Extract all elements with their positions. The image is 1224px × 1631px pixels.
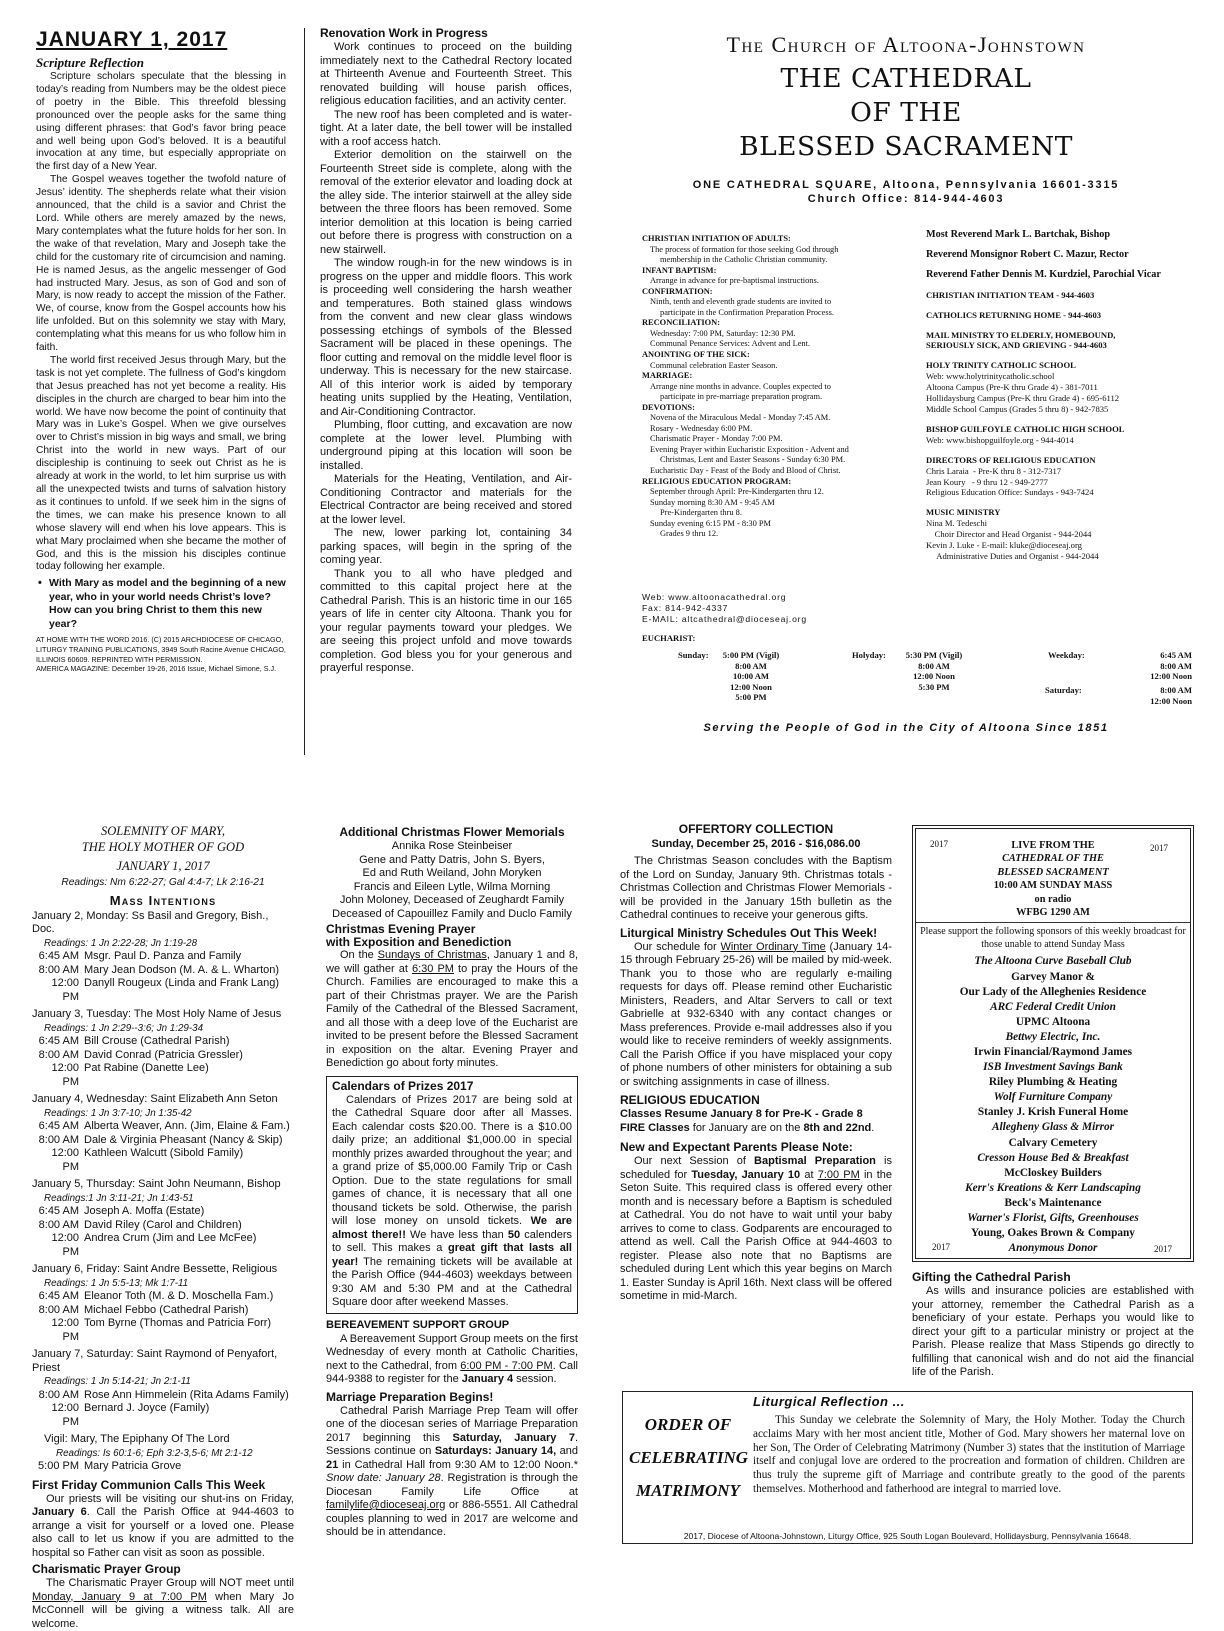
sacrament-line: RELIGIOUS EDUCATION PROGRAM: bbox=[642, 476, 792, 486]
intention-time: 8:00 AM bbox=[38, 963, 79, 976]
day-title: January 2, Monday: Ss Basil and Gregory, Bish., Doc. bbox=[32, 909, 269, 935]
year-label: 2017 bbox=[1150, 843, 1168, 853]
intention-name: Msgr. Paul D. Panza and Family bbox=[84, 950, 242, 962]
intention-name: Eleanor Toth (M. & D. Moschella Fam.) bbox=[84, 1290, 274, 1302]
mass-time: 5:00 PM (Vigil) bbox=[722, 650, 780, 660]
flower-memorials-heading: Additional Christmas Flower Memorials bbox=[339, 825, 565, 839]
sacrament-line: Novena of the Miraculous Medal - Monday 7:45 AM. bbox=[650, 413, 831, 423]
contact-line: Middle School Campus (Grades 5 thru 8) - 942-7835 bbox=[926, 403, 1109, 414]
radio-line: 10:00 AM SUNDAY MASS bbox=[993, 880, 1113, 892]
year-label: 2017 bbox=[932, 1242, 950, 1252]
intention-name: Joseph A. Moffa (Estate) bbox=[84, 1205, 205, 1217]
liturgical-ministry-heading: Liturgical Ministry Schedules Out This Week! bbox=[620, 925, 878, 940]
renovation-paragraph: Thank you to all who have pledged and committed to this capital project here at the Cathedral Parish. This is an historic time in our 165 years of life in center city Altoona. Thank you for your regular payments toward your pledges. We are seeing this project unfold and move towards completion. God bless you for your generous and prayerful response. bbox=[320, 567, 572, 674]
contact-line: BISHOP GUILFOYLE CATHOLIC HIGH SCHOOL bbox=[926, 423, 1125, 434]
year-label: 2017 bbox=[930, 839, 948, 849]
intention-row bbox=[32, 1219, 294, 1233]
renovation-paragraph: The new roof has been completed and is water-tight. At a later date, the bell tower will be installed with a roof access hatch. bbox=[320, 108, 572, 148]
sponsor-name: Calvary Cemetery bbox=[1008, 1136, 1098, 1149]
website-link[interactable]: Web: www.altoonacathedral.org bbox=[642, 592, 787, 602]
charismatic-text: The Charismatic Prayer Group will NOT meet until Monday, January 9 at 7:00 PM when Mary Jo McConnell will be giving a witness talk. All are welcome. bbox=[32, 1577, 294, 1630]
intention-name: Bill Crouse (Cathedral Parish) bbox=[84, 1035, 230, 1047]
mass-intentions-heading: Mass Intentions bbox=[109, 892, 217, 908]
day-title: January 7, Saturday: Saint Raymond of Penyafort, Priest bbox=[32, 1348, 278, 1374]
sponsor-name: Stanley J. Krish Funeral Home bbox=[977, 1106, 1129, 1119]
offertory-amount: Sunday, December 25, 2016 - $16,086.00 bbox=[651, 838, 861, 850]
day-title: January 4, Wednesday: Saint Elizabeth Ann Seton bbox=[32, 1093, 278, 1105]
contact-line: CHRISTIAN INITIATION TEAM - 944-4603 bbox=[926, 289, 1095, 300]
first-friday-text: Our priests will be visiting our shut-ins on Friday, January 6. Call the Parish Office at 944-4603 to arrange a visit for yourself or a loved one. Please also call to let us know if you are admitted to the hospital so Father can visit as soon as possible. bbox=[32, 1492, 294, 1559]
flower-memorials-list bbox=[326, 840, 578, 921]
intention-row bbox=[32, 1049, 294, 1063]
contact-line: MAIL MINISTRY TO ELDERLY, HOMEBOUND, bbox=[926, 329, 1116, 340]
mass-time: 5:30 PM bbox=[918, 681, 950, 692]
renovation-paragraph: The new, lower parking lot, containing 34 parking spaces, will begin in the spring of the coming year. bbox=[320, 527, 572, 566]
intention-row bbox=[32, 1205, 294, 1219]
intention-name: Mary Patricia Grove bbox=[84, 1460, 182, 1472]
renovation-paragraph: Plumbing, floor cutting, and excavation are now complete at the lower level. Plumbing with underground piping at this location will soon be installed. bbox=[320, 419, 572, 472]
sacrament-line: Christmas, Lent and Easter Seasons - Sunday 6:30 PM. bbox=[660, 455, 846, 465]
day-readings: Readings: 1 Jn 3:7-10; Jn 1:35-42 bbox=[44, 1107, 192, 1119]
day-title: January 3, Tuesday: The Most Holy Name of Jesus bbox=[32, 1008, 282, 1020]
sacrament-line: Pre-Kindergarten thru 8. bbox=[660, 508, 742, 518]
intention-row bbox=[32, 977, 294, 1004]
new-parents-text: Our next Session of Baptismal Preparation is scheduled for Tuesday, January 10 at 7:00 PM in the Seton Suite. This required class is offered every other month and is necessary before a Baptism is scheduled at Cathedral. You do not have to wait until your baby arrives to come to class. Godparents are encouraged to attend as well. Call the Parish Office at 944-4603 to register. Please also note that no Baptisms are scheduled during Lent which this year begins on March 1. Easter Sunday is April 16th. Next class will be offered sometime in mid-March. bbox=[620, 1155, 892, 1302]
sacrament-line: RECONCILIATION: bbox=[642, 318, 721, 328]
contact-line: Kevin J. Luke - E-mail: kluke@dioceseaj.org bbox=[926, 540, 1082, 551]
sacrament-line: membership in the Catholic Christian community. bbox=[660, 255, 828, 265]
saturday-label: Saturday: bbox=[1045, 685, 1082, 695]
clergy-and-ministries bbox=[926, 230, 1194, 630]
sponsor-name: The Altoona Curve Baseball Club bbox=[974, 955, 1132, 968]
sacrament-line: Evening Prayer within Eucharistic Exposition - Advent and bbox=[650, 444, 849, 454]
sacrament-line: INFANT BAPTISM: bbox=[642, 265, 717, 275]
religious-ed-fire: FIRE Classes for January are on the 8th and 22nd. bbox=[620, 1121, 875, 1134]
sacrament-line: Wednesday: 7:00 PM, Saturday: 12:30 PM. bbox=[650, 328, 796, 338]
intention-row bbox=[32, 1062, 294, 1089]
evening-prayer-subheading: with Exposition and Benediction bbox=[326, 935, 512, 949]
contact-line: MUSIC MINISTRY bbox=[926, 507, 1001, 518]
day-block bbox=[32, 1348, 294, 1429]
calendar-heading: Calendars of Prizes 2017 bbox=[332, 1078, 474, 1093]
memorial-line: Ed and Ruth Weiland, John Moryken bbox=[362, 867, 542, 879]
solemnity-readings: Readings: Nm 6:22-27; Gal 4:4-7; Lk 2:16-21 bbox=[61, 877, 265, 888]
vigil-readings: Readings: Is 60:1-6; Eph 3:2-3,5-6; Mt 2:1-12 bbox=[56, 1447, 253, 1459]
new-parents-heading: New and Expectant Parents Please Note: bbox=[620, 1140, 853, 1154]
liturgical-reflection-heading: Liturgical Reflection ... bbox=[753, 1394, 905, 1409]
intention-name: Tom Byrne (Thomas and Patricia Forr) bbox=[84, 1317, 272, 1329]
intention-time: 6:45 AM bbox=[38, 1035, 79, 1047]
sacrament-line: Ninth, tenth and eleventh grade students are invited to bbox=[650, 297, 832, 307]
cathedral-name-line: BLESSED SACRAMENT bbox=[739, 131, 1073, 162]
eucharist-label: EUCHARIST: bbox=[642, 633, 696, 643]
renovation-paragraph: Exterior demolition on the stairwell on the Fourteenth Street side is complete, along with the removal of the exterior elevator and loading dock at the alley side. The interior stairwell at the alley side between the three floors has been removed. Some interior demolition at this location is being carried out before there is progress with construction on a new stairwell. bbox=[320, 149, 572, 256]
intention-row bbox=[32, 1134, 294, 1148]
mass-time: 10:00 AM bbox=[732, 671, 770, 681]
day-block bbox=[32, 1263, 294, 1344]
memorial-line: Annika Rose Steinbeiser bbox=[391, 840, 513, 852]
charismatic-heading: Charismatic Prayer Group bbox=[32, 1562, 181, 1576]
year-label: 2017 bbox=[1154, 1244, 1172, 1254]
intention-name: Dale & Virginia Pheasant (Nancy & Skip) bbox=[84, 1133, 283, 1146]
liturgical-reflection-text: This Sunday we celebrate the Solemnity of Mary, the Holy Mother. Today the Church acclaims Mary with her most ancient title, Mother of God. Mary showers her maternal love on her Son, The Order of Celebrating Matrimony (Number 3) states that the institution of Marriage itself and conjugal love are ordered to the procreation and formation of children. Children are thus truly the supreme gift of Marriage and contribute greatly to the good of the parents themselves. Motherhood and fatherhood are integral to married love. bbox=[753, 1414, 1185, 1495]
bereavement-heading: BEREAVEMENT SUPPORT GROUP bbox=[326, 1318, 510, 1331]
fax-number: Fax: 814-942-4337 bbox=[642, 603, 729, 613]
liturgical-reflection-box bbox=[622, 1391, 1193, 1544]
intention-row bbox=[32, 1232, 294, 1259]
sacrament-line: DEVOTIONS: bbox=[642, 402, 695, 412]
contact-line: CATHOLICS RETURNING HOME - 944-4603 bbox=[926, 309, 1102, 320]
copyright-credit: AT HOME WITH THE WORD 2016. (C) 2015 ARCHDIOCESE OF CHICAGO, LITURGY TRAINING PUBLICATIONS, 3949 South Racine Avenue CHICAGO, ILLINOIS 60609. REPRINTED WITH PERMISSION. bbox=[36, 635, 286, 664]
reflection-paragraph: The world first received Jesus through Mary, but the task is not yet complete. The fullness of God’s kingdom that Jesus preached has not yet become a reality. His disciples in the church are charged to bear him into the world. We have now become the point of continuity that Mary was in Luke’s Gospel. When we give ourselves over to Christ’s mission in big ways and small, we bring Christ into the world in new ways. Part of our discipleship is continuing to seek out Christ as he is already at work in the world, to let him surprise us with all the unexpected twists and turns of salvation history as it continues to unfold. If we seek him in the signs of the times, we can make his presence known to all whose slavery will end when his love appears. This is what Mary proclaimed when she became the mother of God, and this is the mission his disciples continue today following her example. bbox=[36, 354, 286, 573]
memorial-line: John Moloney, Deceased of Zeughardt Family bbox=[339, 894, 565, 906]
intention-time: 8:00 AM bbox=[38, 1218, 79, 1231]
radio-line: on radio bbox=[1034, 893, 1072, 905]
sponsor-name: McCloskey Builders bbox=[1004, 1166, 1102, 1179]
first-friday-heading: First Friday Communion Calls This Week bbox=[32, 1477, 266, 1492]
sunday-times bbox=[716, 650, 786, 703]
sacrament-line: participate in the Confirmation Preparation Process. bbox=[660, 307, 834, 317]
weekday-times bbox=[1097, 650, 1192, 682]
renovation-paragraph: Materials for the Heating, Ventilation, and Air-Conditioning Contractor and materials for the Electrical Contractor are being received and stored at the lower level. bbox=[320, 473, 572, 526]
sacrament-line: Grades 9 thru 12. bbox=[660, 529, 719, 539]
intention-row bbox=[32, 1460, 294, 1474]
sacrament-line: September through April: Pre-Kindergarten thru 12. bbox=[650, 487, 824, 497]
intention-time: 12:00 PM bbox=[51, 1402, 79, 1428]
intention-name: Michael Febbo (Cathedral Parish) bbox=[84, 1303, 249, 1316]
sponsor-list bbox=[916, 954, 1190, 1256]
renovation-paragraph: Work continues to proceed on the building immediately next to the Cathedral Rectory located at Thirteenth Avenue and Fourteenth Street. This renovated building will house parish offices, religious education facilities, and an activity center. bbox=[320, 41, 572, 107]
intention-row bbox=[32, 1147, 294, 1174]
eucharist-schedule bbox=[642, 633, 1192, 713]
offertory-text: The Christmas Season concludes with the Baptism of the Lord on Sunday, January 9th. Christmas totals - Christmas Collection and Christmas Flower Memorials - will be provided in the January 15th bulletin as the Cathedral continues to receive your generous gifts. bbox=[620, 855, 892, 921]
sacrament-line: Communal Penance Services: Advent and Lent. bbox=[650, 339, 811, 349]
solemnity-title: THE HOLY MOTHER OF GOD bbox=[81, 840, 245, 854]
contact-line: Web: www.bishopguilfoyle.org - 944-4014 bbox=[926, 434, 1074, 445]
intention-time: 12:00 PM bbox=[51, 1062, 79, 1088]
mass-time: 8:00 AM bbox=[1160, 685, 1192, 695]
day-readings: Readings: 1 Jn 5:5-13; Mk 1:7-11 bbox=[44, 1277, 189, 1289]
contact-line: Nina M. Tedeschi bbox=[926, 518, 988, 529]
contact-line: Altoona Campus (Pre-K thru Grade 4) - 381-7011 bbox=[926, 382, 1098, 393]
day-block bbox=[32, 1093, 294, 1174]
day-block bbox=[32, 1178, 294, 1259]
contact-line: Religious Education Office: Sundays - 943-7424 bbox=[926, 487, 1094, 498]
sacrament-line: Charismatic Prayer - Monday 7:00 PM. bbox=[650, 434, 783, 444]
sponsor-name: ISB Investment Savings Bank bbox=[983, 1061, 1123, 1074]
vigil-title: Vigil: Mary, The Epiphany Of The Lord bbox=[44, 1433, 230, 1445]
intention-time: 12:00 PM bbox=[51, 1147, 79, 1173]
contact-line: Hollidaysburg Campus (Pre-K thru Grade 4) - 695-6112 bbox=[926, 393, 1120, 404]
diocese-name: The Church of Altoona-Johnstown bbox=[726, 32, 1086, 57]
radio-line: CATHEDRAL OF THE bbox=[1002, 853, 1104, 865]
sponsor-name: Irwin Financial/Raymond James bbox=[973, 1046, 1133, 1058]
evening-prayer-text: On the Sundays of Christmas, January 1 and 8, we will gather at 6:30 PM to pray the Hours of the Church. Families are encouraged to make this a part of their Christmas prayer. We are the Parish Family of the Cathedral of the Blessed Sacrament, and all those with a deep love of the Eucharist are invited to be present before the Blessed Sacrament in exposition on the altar. Evening Prayer and Benediction go about forty minutes. bbox=[326, 949, 579, 1069]
day-readings: Readings: 1 Jn 5:14-21; Jn 2:1-11 bbox=[44, 1376, 191, 1387]
church-office-phone: Church Office: 814-944-4603 bbox=[807, 193, 1005, 205]
offertory-heading: OFFERTORY COLLECTION bbox=[678, 822, 834, 836]
mass-time: 5:30 PM (Vigil) bbox=[905, 650, 963, 660]
sacrament-line: ANOINTING OF THE SICK: bbox=[642, 350, 750, 360]
intention-name: Kathleen Walcutt (Sibold Family) bbox=[84, 1147, 244, 1159]
intention-row bbox=[32, 1402, 294, 1429]
mass-time: 6:45 AM bbox=[1160, 650, 1192, 660]
contact-line: Reverend Father Dennis M. Kurdziel, Parochial Vicar bbox=[926, 268, 1161, 280]
sponsor-name: Garvey Manor & bbox=[1011, 970, 1095, 983]
contact-line: Chris Laraia - Pre-K thru 8 - 312-7317 bbox=[926, 465, 1062, 476]
intention-name: David Conrad (Patricia Gressler) bbox=[84, 1048, 243, 1061]
day-readings: Readings: 1 Jn 2:29--3:6; Jn 1:29-34 bbox=[44, 1022, 204, 1034]
sponsor-name: Anonymous Donor bbox=[1008, 1242, 1098, 1255]
cathedral-name-line: THE CATHEDRAL bbox=[780, 63, 1032, 94]
marriage-prep-heading: Marriage Preparation Begins! bbox=[326, 1389, 494, 1404]
day-title: January 5, Thursday: Saint John Neumann, Bishop bbox=[32, 1178, 281, 1190]
contact-line: DIRECTORS OF RELIGIOUS EDUCATION bbox=[926, 454, 1096, 465]
intention-row bbox=[32, 1317, 294, 1344]
mass-time: 12:00 Noon bbox=[730, 681, 772, 692]
gifting-text: As wills and insurance policies are established with your attorney, remember the Cathedral Parish as a beneficiary of your estate. Perhaps you would like to direct your gift to a particular ministry or project at the Parish. Please realize that Mass Stipends go directly to fulfilling that canonical wish and do not aid the financial life of the Parish. bbox=[912, 1285, 1194, 1378]
contact-line: Administrative Duties and Organist - 944-2044 bbox=[926, 550, 1099, 561]
liturgical-ministry-text: Our schedule for Winter Ordinary Time (January 14-15 through February 25-26) will be mailed by mid-week. Thank you to those who are regularly e-mailing requests for days off. Please remind other Eucharistic Ministers, Readers, and Altar Servers to call or text Gabrielle at 932-6340 with any contact changes or Mass preferences. Provide e-mail addresses also if you would like to receive reminders of weekly assignments. Call the Parish Office if you have misplaced your copy of phone numbers of other ministers for obtaining a sub or switching assignments in case of illness. bbox=[620, 940, 893, 1088]
gifting-section bbox=[912, 1270, 1194, 1390]
sponsor-note: Please support the following sponsors of this weekly broadcast for those unable to attend Sunday Mass bbox=[916, 922, 1190, 951]
sponsor-name: ARC Federal Credit Union bbox=[990, 1000, 1116, 1013]
mass-time: 12:00 Noon bbox=[1150, 695, 1192, 706]
church-address: ONE CATHEDRAL SQUARE, Altoona, Pennsylvania 16601-3315 bbox=[692, 179, 1120, 191]
intention-time: 6:45 AM bbox=[38, 1205, 79, 1217]
holyday-label: Holyday: bbox=[852, 650, 886, 660]
radio-broadcast-box bbox=[912, 825, 1194, 1262]
intention-time: 8:00 AM bbox=[38, 1133, 79, 1146]
reflection-paragraph: Scripture scholars speculate that the blessing in today’s reading from Numbers may be the oldest piece of poetry in the Bible. This threefold blessing pronounced over the people asks for the same thing using different phrases: that God’s favor bring peace and well being upon God’s beloved. It is a beautiful invocation at any time, but especially appropriate on the first day of a New Year. bbox=[36, 71, 286, 173]
sponsor-name: UPMC Altoona bbox=[1015, 1015, 1091, 1028]
day-block bbox=[32, 910, 294, 1005]
intention-time: 8:00 AM bbox=[38, 1303, 79, 1316]
mass-time: 8:00 AM bbox=[918, 660, 950, 671]
sacrament-line: The process of formation for those seeking God through bbox=[650, 244, 839, 254]
intention-name: Danyll Rougeux (Linda and Frank Lang) bbox=[84, 977, 280, 989]
column-divider bbox=[304, 28, 305, 755]
sacrament-line: Sunday morning 8:30 AM - 9:45 AM bbox=[650, 497, 775, 507]
sacrament-line: Eucharistic Day - Feast of the Body and Blood of Christ. bbox=[650, 466, 841, 476]
day-readings: Readings:1 Jn 3:11-21; Jn 1:43-51 bbox=[44, 1192, 194, 1204]
intention-name: Alberta Weaver, Ann. (Jim, Elaine & Fam.) bbox=[84, 1120, 290, 1132]
intention-name: Rose Ann Himmelein (Rita Adams Family) bbox=[84, 1388, 289, 1401]
sponsor-name: Beck's Maintenance bbox=[1004, 1196, 1102, 1209]
contact-web bbox=[642, 592, 922, 632]
sacrament-line: CHRISTIAN INITIATION OF ADULTS: bbox=[642, 234, 791, 243]
sponsor-name: Warner's Florist, Gifts, Greenhouses bbox=[967, 1212, 1139, 1225]
radio-line: BLESSED SACRAMENT bbox=[997, 866, 1109, 878]
sacrament-line: MARRIAGE: bbox=[642, 371, 693, 381]
intention-name: Pat Rabine (Danette Lee) bbox=[84, 1062, 209, 1074]
scripture-reflection-column bbox=[36, 28, 286, 758]
sacrament-line: Arrange in advance for pre-baptismal instructions. bbox=[650, 276, 819, 286]
sacrament-info bbox=[642, 234, 920, 579]
sponsor-name: Young, Oakes Brown & Company bbox=[971, 1227, 1135, 1240]
sponsor-name: Wolf Furniture Company bbox=[993, 1091, 1113, 1104]
sacrament-line: CONFIRMATION: bbox=[642, 286, 713, 296]
intention-row bbox=[32, 1389, 294, 1403]
magazine-credit: AMERICA MAGAZINE: December 19-26, 2016 Issue, Michael Simone, S.J. bbox=[36, 664, 277, 674]
sunday-label: Sunday: bbox=[678, 650, 709, 660]
religious-ed-resume: Classes Resume January 8 for Pre-K - Grade 8 bbox=[620, 1108, 863, 1120]
parish-motto: Serving the People of God in the City of Altoona Since 1851 bbox=[703, 722, 1109, 734]
intention-time: 6:45 AM bbox=[38, 1290, 79, 1302]
intention-time: 12:00 PM bbox=[51, 977, 79, 1003]
intention-time: 8:00 AM bbox=[38, 1388, 79, 1401]
intention-row bbox=[32, 964, 294, 978]
cathedral-name-line: OF THE bbox=[850, 97, 962, 128]
calendar-text: Calendars of Prizes 2017 are being sold at the Cathedral Square door after all Masses. Each calendar costs $20.00. There is a $10.00 daily prize; an additional $1,000.00 in special monthly prizes awarded throughout the year; and a grand prize of $5,000.00 Family Trip or Cash Option. Due to the state regulations for small games of chance, it is necessary that all one thousand tickets be sold. Otherwise, the parish will lose money on unsold tickets. We are almost there!! We have less than 50 calenders to sell. This makes a great gift that lasts all year! The remaining tickets will be available at the Parish Office (944-4603) weekdays between 9:30 AM and 5:30 PM and at the Cathedral Square door after weekend Masses. bbox=[332, 1093, 573, 1308]
day-title: January 6, Friday: Saint Andre Bessette, Religious bbox=[32, 1263, 278, 1275]
gifting-heading: Gifting the Cathedral Parish bbox=[912, 1270, 1071, 1284]
mass-time: 12:00 Noon bbox=[913, 671, 955, 681]
sponsor-name: Our Lady of the Alleghenies Residence bbox=[959, 985, 1147, 998]
intention-row bbox=[32, 1304, 294, 1318]
contact-line: HOLY TRINITY CATHOLIC SCHOOL bbox=[926, 360, 1076, 371]
scripture-reflection-title: Scripture Reflection bbox=[36, 55, 144, 70]
bullet-icon: • bbox=[38, 577, 42, 590]
intention-row bbox=[32, 1035, 294, 1049]
contact-line: Jean Koury - 9 thru 12 - 949-2777 bbox=[926, 476, 1048, 487]
mass-time: 12:00 Noon bbox=[1150, 671, 1192, 681]
contact-line: Reverend Monsignor Robert C. Mazur, Rector bbox=[926, 248, 1129, 260]
sacrament-line: Rosary - Wednesday 6:00 PM. bbox=[650, 423, 753, 433]
radio-station: WFBG 1290 AM bbox=[1016, 907, 1090, 919]
calendar-box bbox=[326, 1076, 578, 1314]
saturday-times bbox=[1097, 685, 1192, 706]
renovation-paragraph: The window rough-in for the new windows is in progress on the upper and middle floors. This work is proceeding well considering the harsh weather and temperatures. Both stained glass windows from the convent and new clear glass windows possessing etchings of symbols of the Blessed Sacrament will be placed in these openings. The floor cutting and removal on the middle level floor is underway. This is necessary for the new staircase. All of this interior work is aided by temporary heating units supplied by the Heating, Ventilation, and Air-Conditioning Contractor. bbox=[320, 257, 572, 418]
intention-name: Mary Jean Dodson (M. A. & L. Wharton) bbox=[84, 963, 280, 976]
mass-time: 8:00 AM bbox=[1160, 660, 1192, 671]
intention-time: 6:45 AM bbox=[38, 1120, 79, 1132]
marriage-prep-text: Cathedral Parish Marriage Prep Team will offer one of the diocesan series of Marriage Preparation 2017 beginning this Saturday, January 7. Sessions continue on Saturdays: January 14, and 21 in Cathedral Hall from 9:30 AM to 12:00 Noon.* Snow date: January 28. Registration is through the Diocesan Family Life Office at familylife@dioceseaj.org or 886-5551. All Cathedral couples planning to wed in 2017 are welcome and should be in attendance. bbox=[326, 1404, 579, 1538]
intention-name: Bernard J. Joyce (Family) bbox=[84, 1402, 210, 1414]
intention-time: 12:00 PM bbox=[51, 1317, 79, 1343]
mass-intentions-column bbox=[32, 823, 294, 1630]
memorial-line: Deceased of Capouillez Family and Duclo Family bbox=[332, 907, 572, 920]
holyday-times bbox=[894, 650, 974, 692]
reflection-paragraph: The Gospel weaves together the twofold nature of Jesus’ identity. The shepherds relate what their vision announced, that the child is a savior and Christ the Lord. While others are merely amazed by the news, Mary contemplates what the future holds for her son. In the wake of that revelation, Mary and Joseph take the child for the customary rite of circumcision and naming. He is named Jesus, as the angelic messenger of God had instructed Mary. Jesus, as son of God and son of Mary, is now ready to accept the mission of the Father. We, of course, know from the Gospel accounts how his life unfolded. But on this solemnity we stay with Mary, contemplating what this means for us who follow him in faith. bbox=[36, 174, 286, 354]
bereavement-text: A Bereavement Support Group meets on the first Wednesday of every month at Catholic Charities, next to the Cathedral, from 6:00 PM - 7:00 PM. Call 944-9388 to register for the January 4 session. bbox=[326, 1332, 578, 1385]
intention-row bbox=[32, 950, 294, 964]
solemnity-title: SOLEMNITY OF MARY, bbox=[101, 824, 225, 838]
intention-name: Andrea Crum (Jim and Lee McFee) bbox=[84, 1232, 257, 1244]
mass-intentions-list bbox=[32, 910, 294, 1430]
liturgy-office-footer: 2017, Diocese of Altoona-Johnstown, Liturgy Office, 925 South Logan Boulevard, Hollidaysburg, Pennsylvania 16648. bbox=[683, 1531, 1132, 1541]
contact-line: Most Reverend Mark L. Bartchak, Bishop bbox=[926, 229, 1111, 240]
email-link[interactable]: E-MAIL: altcathedral@dioceseaj.org bbox=[642, 614, 807, 624]
memorial-line: Francis and Eileen Lytle, Wilma Morning bbox=[353, 880, 551, 893]
sponsor-name: Bettwy Electric, Inc. bbox=[1005, 1030, 1101, 1043]
intention-time: 8:00 AM bbox=[38, 1048, 79, 1061]
intention-row bbox=[32, 1290, 294, 1304]
offertory-column bbox=[620, 822, 892, 1382]
evening-prayer-heading: Christmas Evening Prayer bbox=[326, 922, 476, 936]
contact-line: Choir Director and Head Organist - 944-2044 bbox=[926, 529, 1092, 540]
intention-time: 12:00 PM bbox=[51, 1232, 79, 1258]
intention-time: 6:45 AM bbox=[38, 950, 79, 962]
sacrament-line: Arrange nine months in advance. Couples expected to bbox=[650, 381, 831, 391]
mass-time: 8:00 AM bbox=[735, 660, 767, 671]
sponsor-name: Kerr's Kreations & Kerr Landscaping bbox=[965, 1181, 1141, 1194]
sacrament-line: participate in pre-marriage preparation program. bbox=[660, 392, 823, 402]
intention-time: 5:00 PM bbox=[38, 1460, 79, 1472]
bulletin-date: JANUARY 1, 2017 bbox=[36, 28, 228, 51]
masthead bbox=[620, 30, 1192, 220]
intention-name: David Riley (Carol and Children) bbox=[84, 1218, 242, 1231]
sponsor-name: Cresson House Bed & Breakfast bbox=[977, 1151, 1129, 1164]
reflection-question: • With Mary as model and the beginning of a new year, who in your world needs Christ’s love? How can you bring Christ to them this new year? bbox=[38, 577, 286, 630]
contact-line: SERIOUSLY SICK, AND GRIEVING - 944-4603 bbox=[926, 340, 1107, 351]
solemnity-date: JANUARY 1, 2017 bbox=[116, 859, 210, 873]
renovation-column bbox=[320, 26, 572, 758]
sponsor-name: Allegheny Glass & Mirror bbox=[991, 1121, 1115, 1134]
contact-line: Web: www.holytrinitycatholic.school bbox=[926, 371, 1055, 382]
religious-ed-heading: RELIGIOUS EDUCATION bbox=[620, 1093, 760, 1107]
sacrament-line: Communal celebration Easter Season. bbox=[650, 360, 778, 370]
mass-time: 5:00 PM bbox=[735, 692, 767, 702]
memorial-line: Gene and Patty Datris, John S. Byers, bbox=[359, 853, 545, 866]
announcements-column bbox=[326, 825, 578, 1555]
weekday-label: Weekday: bbox=[1048, 650, 1085, 660]
sponsor-name: Riley Plumbing & Heating bbox=[988, 1076, 1118, 1089]
radio-line: LIVE FROM THE bbox=[1011, 840, 1095, 851]
renovation-heading: Renovation Work in Progress bbox=[320, 26, 488, 40]
sacrament-line: Sunday evening 6:15 PM - 8:30 PM bbox=[650, 518, 771, 528]
intention-row bbox=[32, 1120, 294, 1134]
day-block bbox=[32, 1008, 294, 1089]
day-readings: Readings: 1 Jn 2:22-28; Jn 1:19-28 bbox=[44, 937, 198, 949]
matrimony-label: ORDER OF CELEBRATING MATRIMONY bbox=[629, 1415, 749, 1500]
